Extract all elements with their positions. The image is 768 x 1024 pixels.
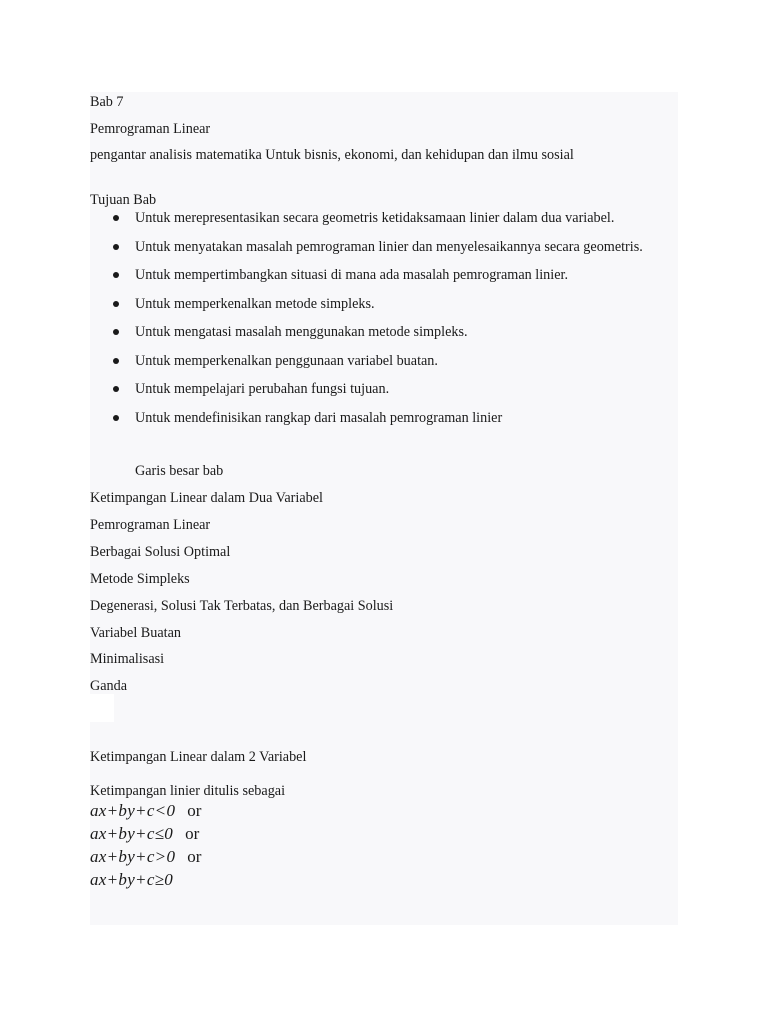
section-heading: Ketimpangan Linear dalam 2 Variabel <box>90 749 307 765</box>
inequality-expression: ax+by+c≥0 <box>90 870 174 889</box>
bullet-icon <box>113 301 119 307</box>
page-notch <box>90 694 114 722</box>
section-intro: Ketimpangan linier ditulis sebagai <box>90 783 286 799</box>
objective-text: Untuk mendefinisikan rangkap dari masalah pemrograman linier <box>135 410 503 426</box>
inequality-row <box>90 823 199 845</box>
bullet-icon <box>113 329 119 335</box>
bullet-icon <box>113 244 119 250</box>
connector-word: or <box>187 801 202 820</box>
connector-word: or <box>187 847 202 866</box>
chapter-number: Bab 7 <box>90 94 124 110</box>
outline-item: Pemrograman Linear <box>90 517 211 533</box>
objective-text: Untuk memperkenalkan penggunaan variabel buatan. <box>135 353 438 369</box>
outline-item: Ganda <box>90 678 128 694</box>
outline-item: Variabel Buatan <box>90 625 181 641</box>
inequality-row <box>90 869 173 891</box>
connector-word: or <box>185 824 200 843</box>
bullet-icon <box>113 272 119 278</box>
inequality-expression: ax+by+c>0 <box>90 847 176 866</box>
bullet-icon <box>113 415 119 421</box>
outline-item: Metode Simpleks <box>90 571 190 587</box>
objective-text: Untuk memperkenalkan metode simpleks. <box>135 296 375 312</box>
outline-item: Ketimpangan Linear dalam Dua Variabel <box>90 490 323 506</box>
bullet-icon <box>113 358 119 364</box>
objective-text: Untuk mengatasi masalah menggunakan metode simpleks. <box>135 324 468 340</box>
inequality-row <box>90 846 201 868</box>
inequality-expression: ax+by+c≤0 <box>90 824 174 843</box>
outline-item: Degenerasi, Solusi Tak Terbatas, dan Berbagai Solusi <box>90 598 394 614</box>
inequality-row <box>90 800 201 822</box>
outline-heading: Garis besar bab <box>135 463 224 479</box>
objective-text: Untuk menyatakan masalah pemrograman linier dan menyelesaikannya secara geometris. <box>135 239 643 255</box>
objective-text: Untuk mempelajari perubahan fungsi tujuan. <box>135 381 390 397</box>
chapter-title: Pemrograman Linear <box>90 121 211 137</box>
objectives-heading: Tujuan Bab <box>90 192 157 208</box>
book-subtitle: pengantar analisis matematika Untuk bisnis, ekonomi, dan kehidupan dan ilmu sosial <box>90 147 574 163</box>
bullet-icon <box>113 386 119 392</box>
objective-text: Untuk merepresentasikan secara geometris ketidaksamaan linier dalam dua variabel. <box>135 210 615 226</box>
bullet-icon <box>113 215 119 221</box>
objective-text: Untuk mempertimbangkan situasi di mana ada masalah pemrograman linier. <box>135 267 568 283</box>
outline-item: Minimalisasi <box>90 651 165 667</box>
inequality-expression: ax+by+c<0 <box>90 801 176 820</box>
outline-item: Berbagai Solusi Optimal <box>90 544 231 560</box>
